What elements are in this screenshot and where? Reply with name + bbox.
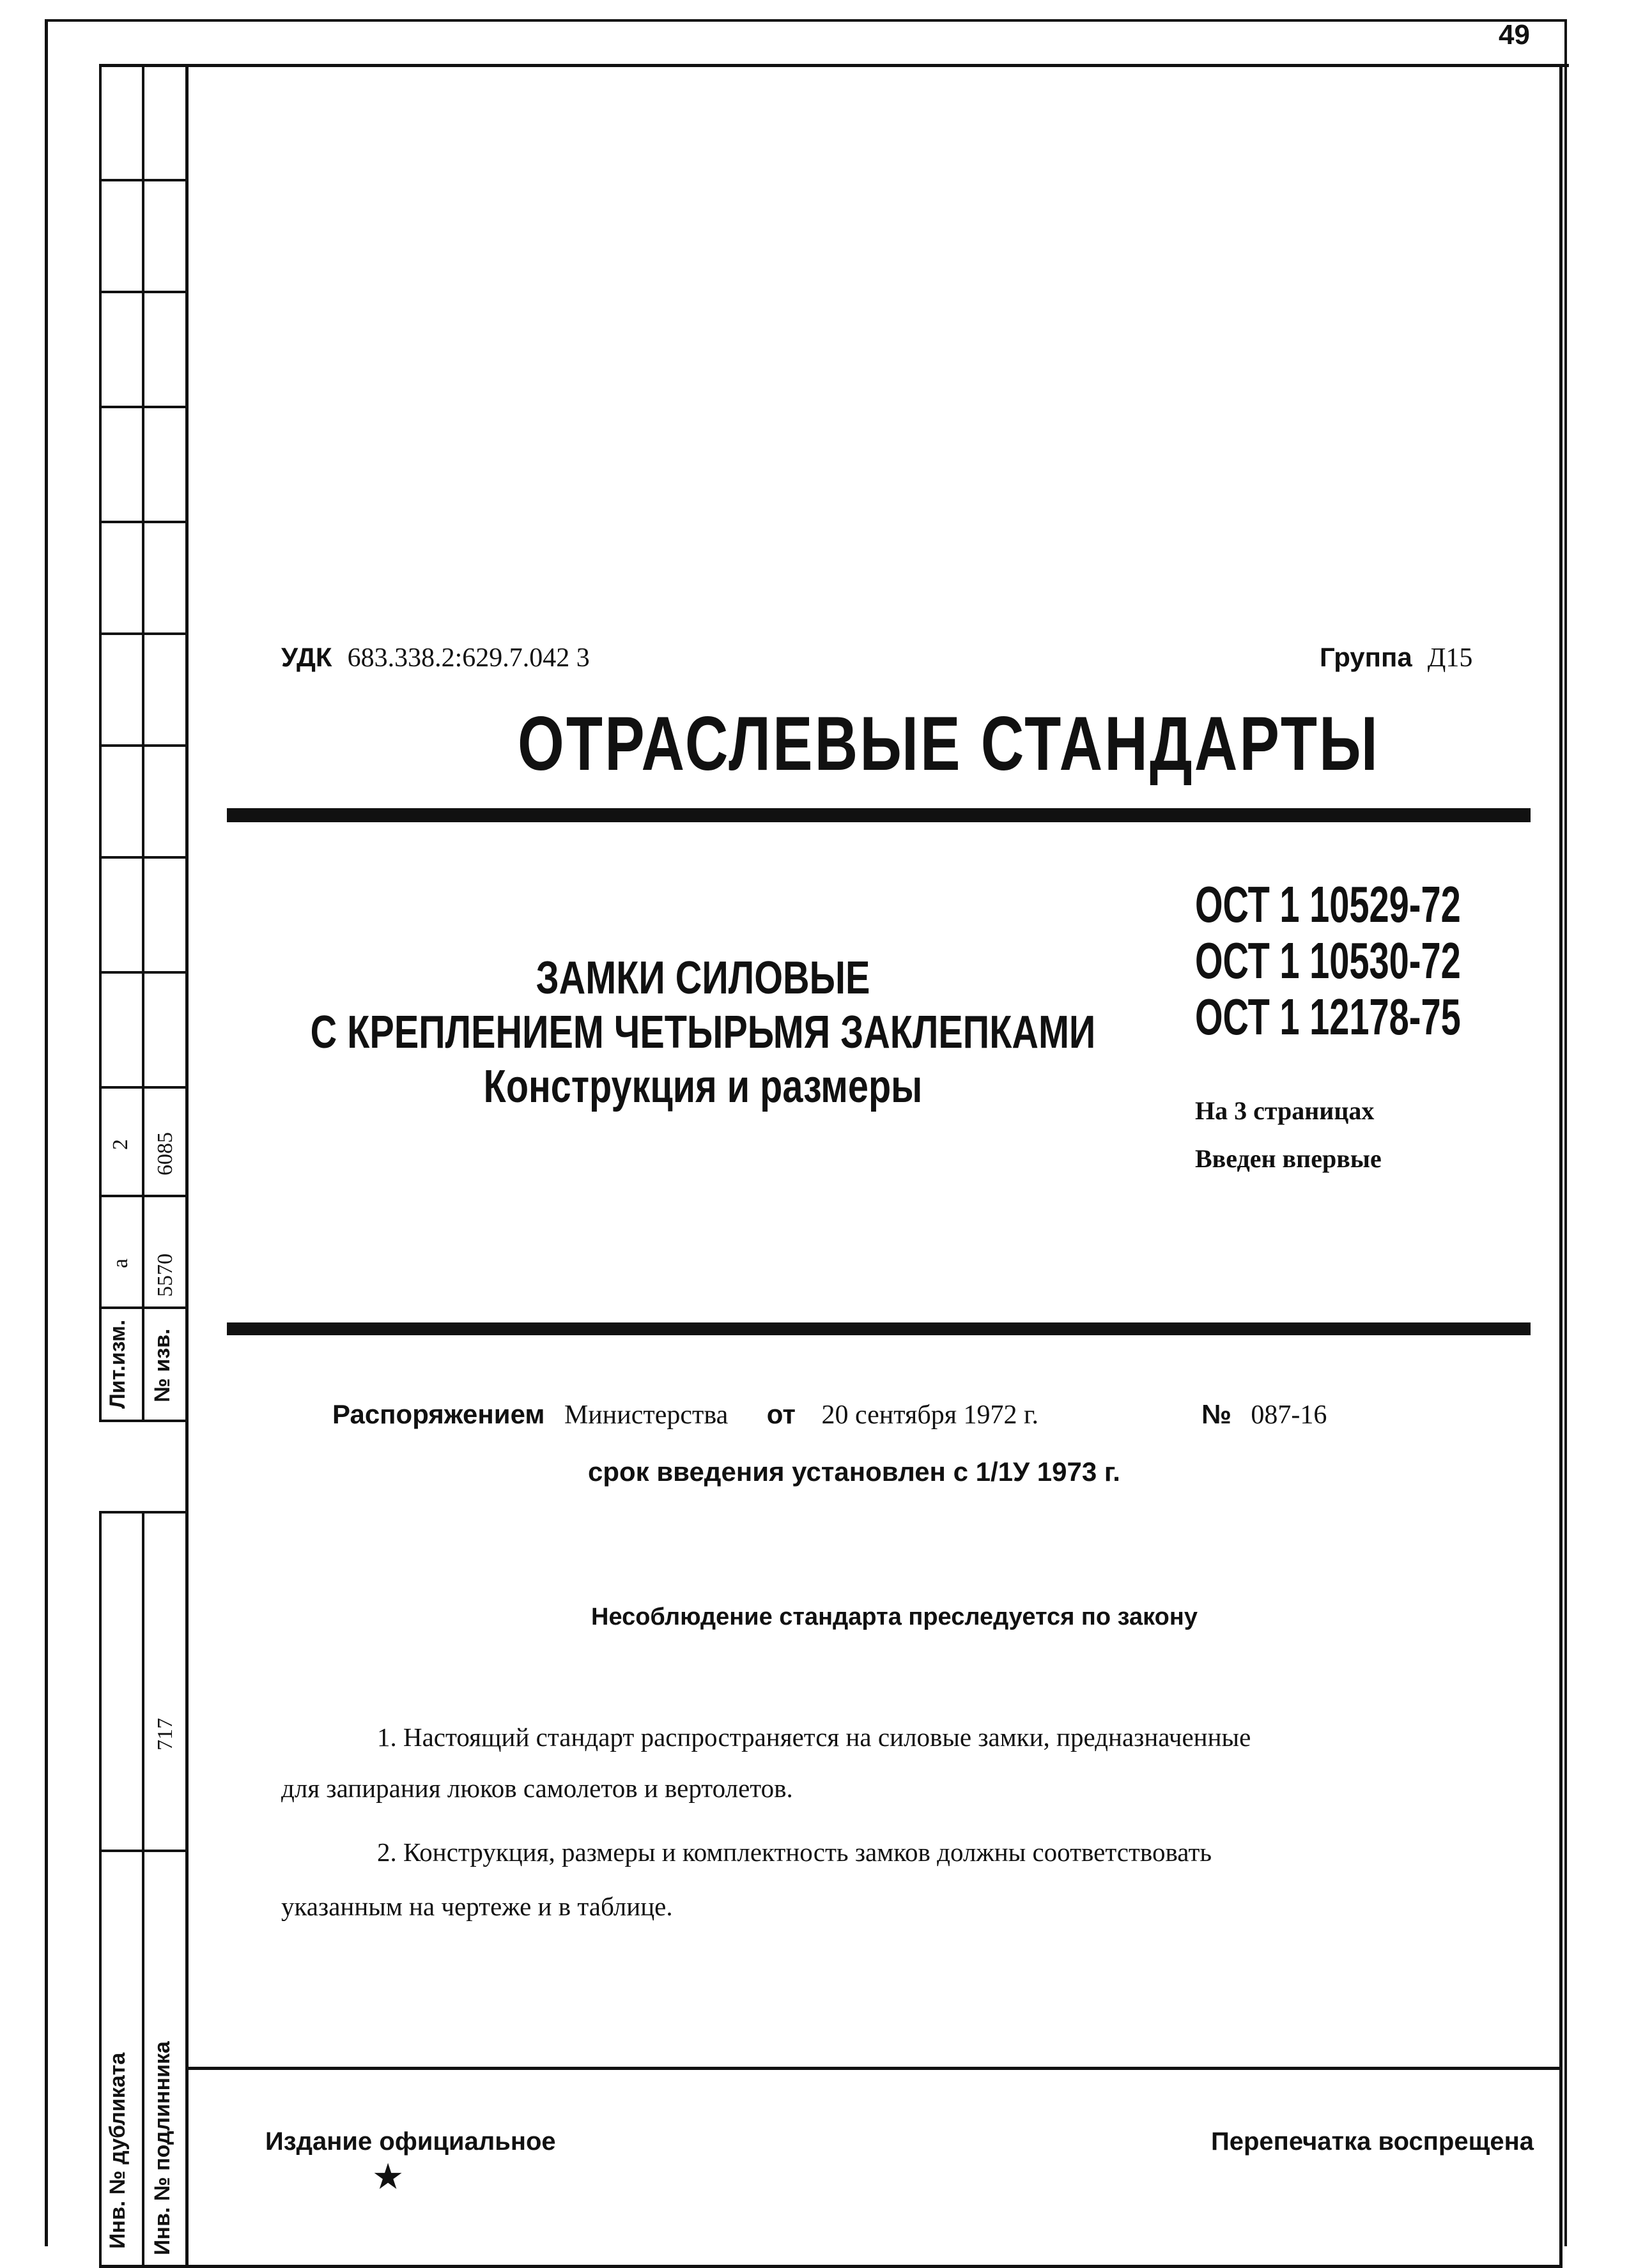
order-issuer: Министерства <box>564 1400 729 1430</box>
pages-note: На 3 страницах <box>1195 1096 1375 1125</box>
footer-reprint-prohibited: Перепечатка воспрещена <box>1211 2127 1534 2156</box>
strip-cell-divider <box>99 521 189 523</box>
inner-top-border <box>99 64 1569 67</box>
document-title-line-2: С КРЕПЛЕНИЕМ ЧЕТЫРЬМЯ ЗАКЛЕПКАМИ <box>310 1007 1096 1058</box>
footer-official-edition: Издание официальное <box>265 2127 556 2156</box>
mid-rule <box>227 1322 1531 1335</box>
standard-number-3: ОСТ 1 12178-75 <box>1195 988 1461 1045</box>
order-date: 20 сентября 1972 г. <box>821 1400 1039 1430</box>
strip-cell-divider <box>99 179 189 181</box>
outer-right-border <box>1564 19 1567 2246</box>
document-title-line-1: ЗАМКИ СИЛОВЫЕ <box>536 953 870 1004</box>
udk-value: 683.338.2:629.7.042 3 <box>347 643 590 673</box>
strip2-top-edge <box>99 1511 189 1513</box>
document-title-line-3: Конструкция и размеры <box>483 1061 923 1112</box>
paragraph-1-line-1: 1. Настоящий стандарт распространяется на силовые замки, предназначенные <box>377 1722 1251 1752</box>
strip2-divider-1 <box>99 1850 189 1852</box>
group-line <box>1320 642 1472 673</box>
no-izv-label: № изв. <box>150 1328 174 1402</box>
strip-cell-divider <box>99 856 189 859</box>
strip-cell-divider <box>99 744 189 747</box>
inv-podlinnika-label: Инв. № подлинника <box>150 2041 174 2255</box>
izv-number-6085: 6085 <box>153 1132 177 1176</box>
group-label: Группа <box>1320 642 1412 672</box>
page-number: 49 <box>1499 19 1530 50</box>
strip-bottom-edge <box>99 1420 189 1422</box>
order-number-line <box>1201 1399 1327 1430</box>
paragraph-2-line-1: 2. Конструкция, размеры и комплектность замков должны соответствовать <box>377 1837 1212 1867</box>
inv-dublikata-label: Инв. № дубликата <box>105 2052 130 2249</box>
title-rule <box>227 808 1531 822</box>
group-value: Д15 <box>1427 643 1473 673</box>
inner-right-border <box>1559 64 1563 2268</box>
main-title: ОТРАСЛЕВЫЕ СТАНДАРТЫ <box>518 701 1380 786</box>
strip-cell-divider <box>99 1306 189 1309</box>
standard-number-2: ОСТ 1 10530-72 <box>1195 932 1461 989</box>
lit-izm-label: Лит.изм. <box>105 1319 130 1409</box>
revision-number-2: 2 <box>109 1139 132 1150</box>
strip-middle-edge <box>142 64 144 1421</box>
strip2-left-edge <box>99 1511 102 2268</box>
order-number: 087-16 <box>1251 1400 1327 1430</box>
udk-line <box>281 642 590 673</box>
paragraph-2-line-2: указанным на чертеже и в таблице. <box>281 1892 673 1921</box>
strip-cell-divider <box>99 406 189 408</box>
outer-left-border <box>45 19 48 2246</box>
strip-cell-divider <box>99 971 189 974</box>
order-number-label: № <box>1201 1399 1231 1429</box>
inner-bottom-border <box>99 2265 1563 2268</box>
izv-number-5570: 5570 <box>153 1253 177 1297</box>
inv-podlinnika-value: 717 <box>153 1718 177 1751</box>
outer-top-border <box>45 19 1566 22</box>
effective-date: срок введения установлен с 1/1У 1973 г. <box>588 1457 1120 1487</box>
udk-label: УДК <box>281 642 332 672</box>
strip-cell-divider <box>99 632 189 635</box>
intro-note: Введен впервые <box>1195 1144 1382 1173</box>
strip-cell-divider <box>99 291 189 293</box>
strip2-middle-edge <box>142 1511 144 2268</box>
order-line <box>332 1399 1038 1430</box>
order-label: Распоряжением <box>332 1399 545 1429</box>
order-from-label: от <box>766 1399 796 1429</box>
inner-left-border <box>185 64 189 2268</box>
strip-cell-divider <box>99 1086 189 1089</box>
strip-left-edge <box>99 64 102 1421</box>
revision-letter-a: а <box>109 1258 132 1268</box>
standard-number-1: ОСТ 1 10529-72 <box>1195 876 1461 933</box>
paragraph-1-line-2: для запирания люков самолетов и вертолетов. <box>281 1774 793 1803</box>
footer-rule <box>185 2067 1563 2070</box>
legal-warning: Несоблюдение стандарта преследуется по закону <box>591 1604 1198 1630</box>
star-icon: ★ <box>372 2157 405 2197</box>
strip-cell-divider <box>99 1195 189 1197</box>
